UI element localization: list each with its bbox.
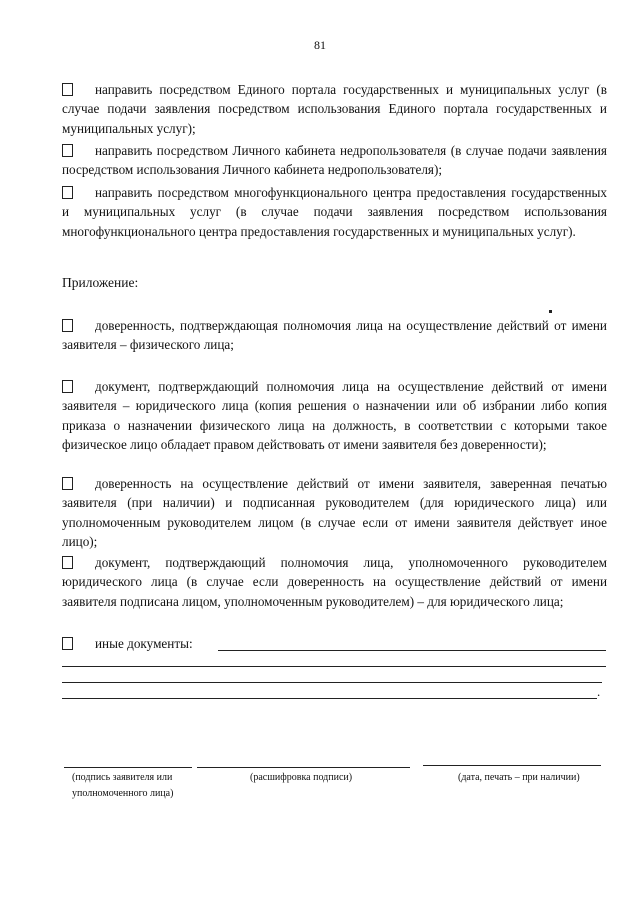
other-documents-label: иные документы: — [95, 636, 193, 651]
signature-caption — [72, 770, 173, 802]
other-documents-end-mark: . — [597, 684, 601, 699]
option-mfc-text: направить посредством многофункционального центра предоставления государственных и муниципальных услуг (в случае подачи заявления посредством использования многофункционального центра предоставления государственных и муниципальных услуг). — [62, 185, 607, 239]
option-cabinet-text: направить посредством Личного кабинета недропользователя (в случае подачи заявления посредством использования Личного кабинета недропользователя); — [62, 143, 607, 178]
appendix-item-legal-authority — [62, 377, 607, 455]
appendix-item-individual-poa-text: доверенность, подтверждающая полномочия лица на осуществление действий от имени заявителя – физического лица; — [62, 318, 607, 353]
appendix-item-sealed-poa — [62, 474, 607, 552]
appendix-item-authorized-person — [62, 553, 607, 611]
option-mfc-checkbox[interactable] — [62, 186, 73, 199]
page-number: 81 — [314, 38, 326, 52]
appendix-item-authorized-person-checkbox[interactable] — [62, 556, 73, 569]
appendix-label: Приложение: — [62, 275, 139, 290]
other-documents-line-3[interactable] — [62, 682, 602, 683]
date-line[interactable] — [423, 765, 601, 766]
appendix-item-sealed-poa-checkbox[interactable] — [62, 477, 73, 490]
signature-caption-line2: уполномоченного лица) — [72, 788, 174, 799]
other-documents-line-2[interactable] — [62, 666, 606, 667]
option-portal-text: направить посредством Единого портала государственных и муниципальных услуг (в случае подачи заявления посредством использования Единого портала государственных и муниципальных услуг); — [62, 82, 607, 136]
scan-speck — [549, 310, 552, 313]
signature-line[interactable] — [64, 767, 192, 768]
option-cabinet-checkbox[interactable] — [62, 144, 73, 157]
signature-caption-line1: (подпись заявителя или — [72, 772, 173, 783]
option-portal-checkbox[interactable] — [62, 83, 73, 96]
appendix-item-legal-authority-text: документ, подтверждающий полномочия лица на осуществление действий от имени заявителя – юридического лица (копия решения о назначении или об избрании либо копия приказа о назначении физического лица на должность, в соответствии с которыми такое физическое лицо обладает правом действовать от имени заявителя без доверенности); — [62, 379, 607, 453]
other-documents-checkbox[interactable] — [62, 637, 73, 650]
date-caption: (дата, печать – при наличии) — [458, 772, 580, 783]
appendix-item-individual-poa-checkbox[interactable] — [62, 319, 73, 332]
option-mfc — [62, 183, 607, 241]
appendix-item-sealed-poa-text: доверенность на осуществление действий от имени заявителя, заверенная печатью заявителя (при наличии) и подписанная руководителем (для юридического лица) или уполномоченным руководителем лицом (в случае если от имени заявителя действует иное лицо); — [62, 476, 607, 550]
option-portal — [62, 80, 607, 138]
appendix-item-authorized-person-text: документ, подтверждающий полномочия лица, уполномоченного руководителем юридического лица (в случае если доверенность на осуществление действий от имени заявителя подписана лицом, уполномоченным руководителем) – для юридического лица; — [62, 555, 607, 609]
appendix-item-legal-authority-checkbox[interactable] — [62, 380, 73, 393]
decode-caption: (расшифровка подписи) — [250, 772, 353, 783]
other-documents — [62, 634, 193, 653]
option-cabinet — [62, 141, 607, 180]
other-documents-line-1[interactable] — [218, 650, 606, 651]
other-documents-line-4[interactable] — [62, 698, 597, 699]
decode-line[interactable] — [197, 767, 410, 768]
appendix-item-individual-poa — [62, 316, 607, 355]
